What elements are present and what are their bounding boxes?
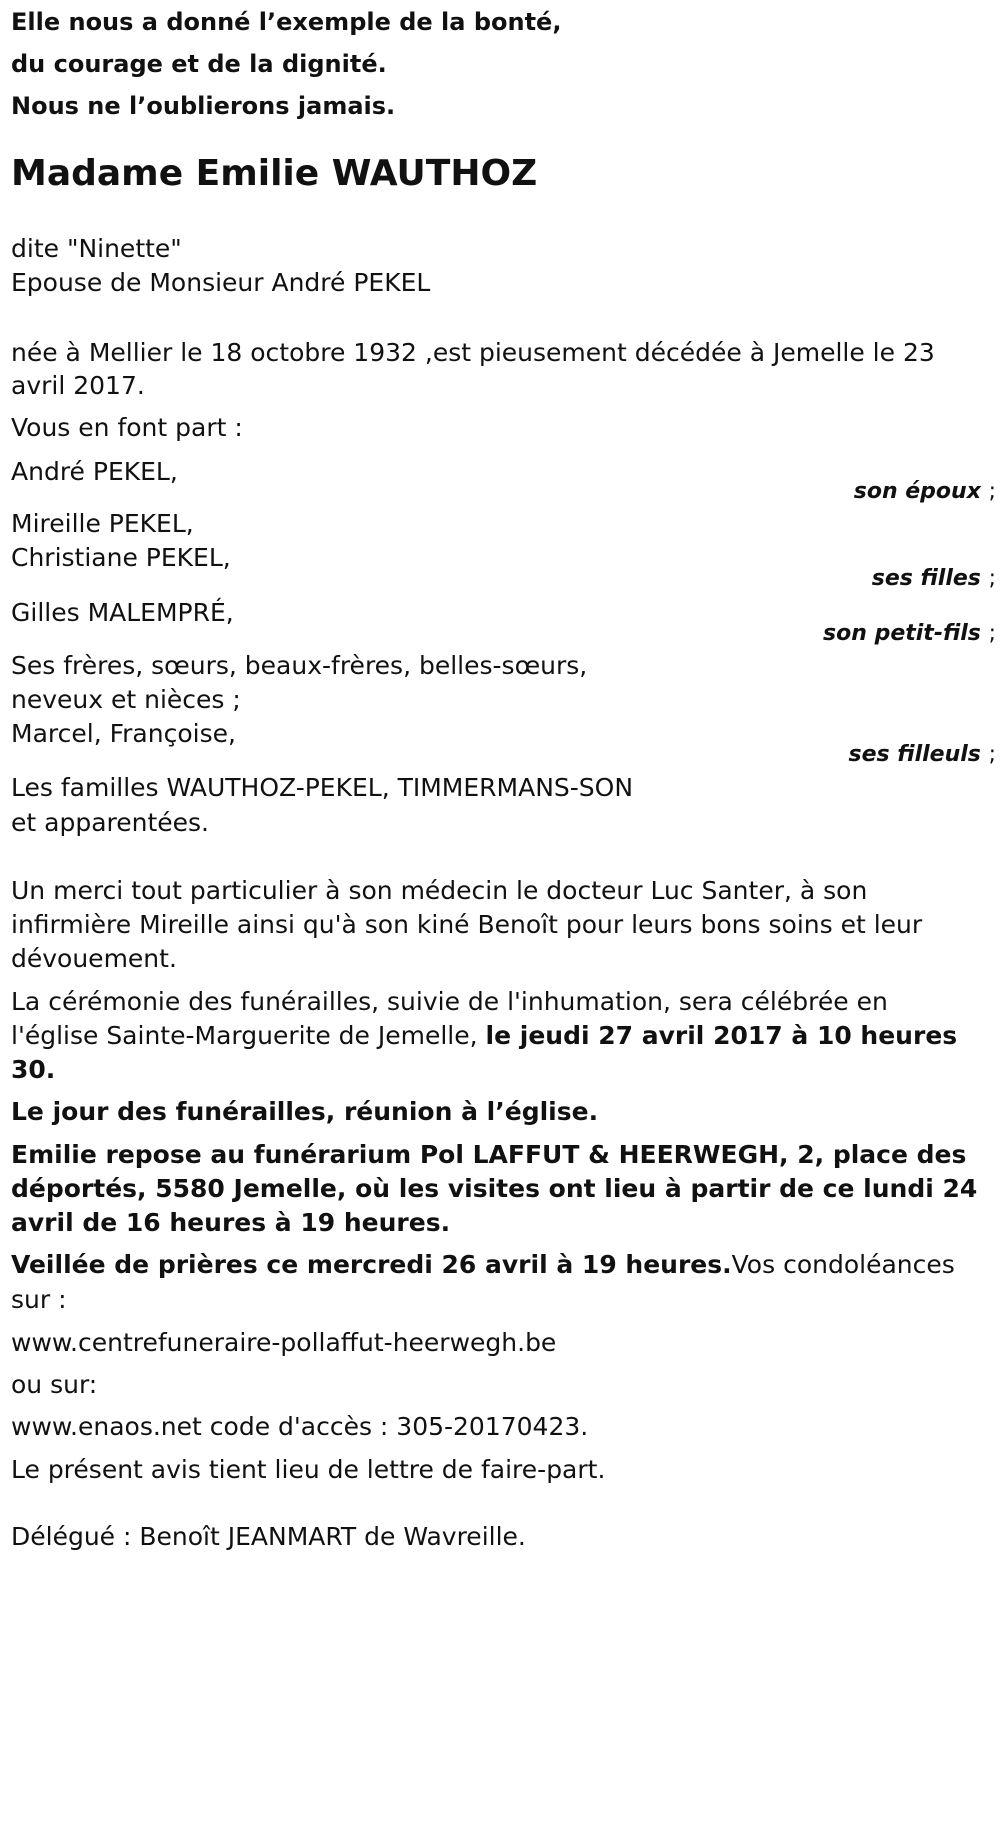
vigil-line-1	[11, 1250, 955, 1280]
condolences-text: Vos condoléances	[731, 1250, 955, 1279]
ceremony-line-2	[11, 1021, 957, 1051]
semicolon: ;	[988, 479, 996, 504]
families-line-2: et apparentées.	[11, 808, 209, 837]
thanks-line-1: Un merci tout particulier à son médecin le docteur Luc Santer, à son	[11, 876, 868, 905]
deceased-name: Madame Emilie WAUTHOZ	[11, 153, 538, 194]
birth-death-line-2: avril 2017.	[11, 371, 145, 400]
funeral-home-line-3: avril de 16 heures à 19 heures.	[11, 1208, 451, 1237]
daughters-relation	[872, 565, 996, 593]
meeting-line: Le jour des funérailles, réunion à l’église.	[11, 1097, 599, 1126]
intro-line-2: du courage et de la dignité.	[11, 50, 387, 78]
notice-line: Le présent avis tient lieu de lettre de faire-part.	[11, 1455, 606, 1484]
delegate-line: Délégué : Benoît JEANMART de Wavreille.	[11, 1522, 526, 1551]
website-link-2[interactable]: www.enaos.net code d'accès : 305-20170423.	[11, 1412, 589, 1441]
daughters-relation-label: ses filles	[871, 566, 981, 591]
siblings-line-2: neveux et nièces ;	[11, 685, 241, 714]
husband-name: André PEKEL,	[11, 457, 178, 486]
nickname: dite "Ninette"	[11, 234, 182, 263]
birth-death-line-1: née à Mellier le 18 octobre 1932 ,est pieusement décédée à Jemelle le 23	[11, 338, 935, 367]
thanks-line-3: dévouement.	[11, 944, 177, 973]
funeral-home-line-1: Emilie repose au funérarium Pol LAFFUT & HEERWEGH, 2, place des	[11, 1140, 967, 1169]
grandson-name: Gilles MALEMPRÉ,	[11, 598, 234, 627]
semicolon: ;	[988, 566, 996, 591]
semicolon: ;	[988, 621, 996, 646]
announce-line: Vous en font part :	[11, 413, 243, 442]
godchildren-relation	[849, 741, 996, 769]
grandson-relation-label: son petit-fils	[823, 621, 981, 646]
husband-relation-label: son époux	[853, 479, 981, 504]
ceremony-line-3: 30.	[11, 1055, 56, 1084]
funeral-home-line-2: déportés, 5580 Jemelle, où les visites ont lieu à partir de ce lundi 24	[11, 1174, 978, 1203]
ceremony-line-1: La cérémonie des funérailles, suivie de l'inhumation, sera célébrée en	[11, 987, 888, 1016]
vigil-text: Veillée de prières ce mercredi 26 avril à 19 heures.	[11, 1250, 732, 1279]
spouse-line: Epouse de Monsieur André PEKEL	[11, 268, 431, 297]
grandson-relation	[823, 620, 996, 648]
siblings-line-1: Ses frères, sœurs, beaux-frères, belles-sœurs,	[11, 651, 588, 680]
godchildren-names: Marcel, Françoise,	[11, 719, 236, 748]
ceremony-location: l'église Sainte-Marguerite de Jemelle,	[11, 1021, 486, 1050]
daughter-name: Mireille PEKEL,	[11, 509, 194, 538]
website-link-1[interactable]: www.centrefuneraire-pollaffut-heerwegh.be	[11, 1328, 557, 1357]
families-line-1: Les familles WAUTHOZ-PEKEL, TIMMERMANS-SON	[11, 773, 634, 802]
semicolon: ;	[988, 742, 996, 767]
or-on-line: ou sur:	[11, 1370, 98, 1399]
daughter-name: Christiane PEKEL,	[11, 543, 231, 572]
godchildren-relation-label: ses filleuls	[848, 742, 981, 767]
husband-relation	[854, 478, 996, 506]
thanks-line-2: infirmière Mireille ainsi qu'à son kiné Benoît pour leurs bons soins et leur	[11, 910, 923, 939]
intro-line-1: Elle nous a donné l’exemple de la bonté,	[11, 8, 562, 36]
ceremony-datetime: le jeudi 27 avril 2017 à 10 heures	[485, 1021, 958, 1050]
vigil-line-2: sur :	[11, 1285, 67, 1314]
intro-line-3: Nous ne l’oublierons jamais.	[11, 92, 396, 120]
